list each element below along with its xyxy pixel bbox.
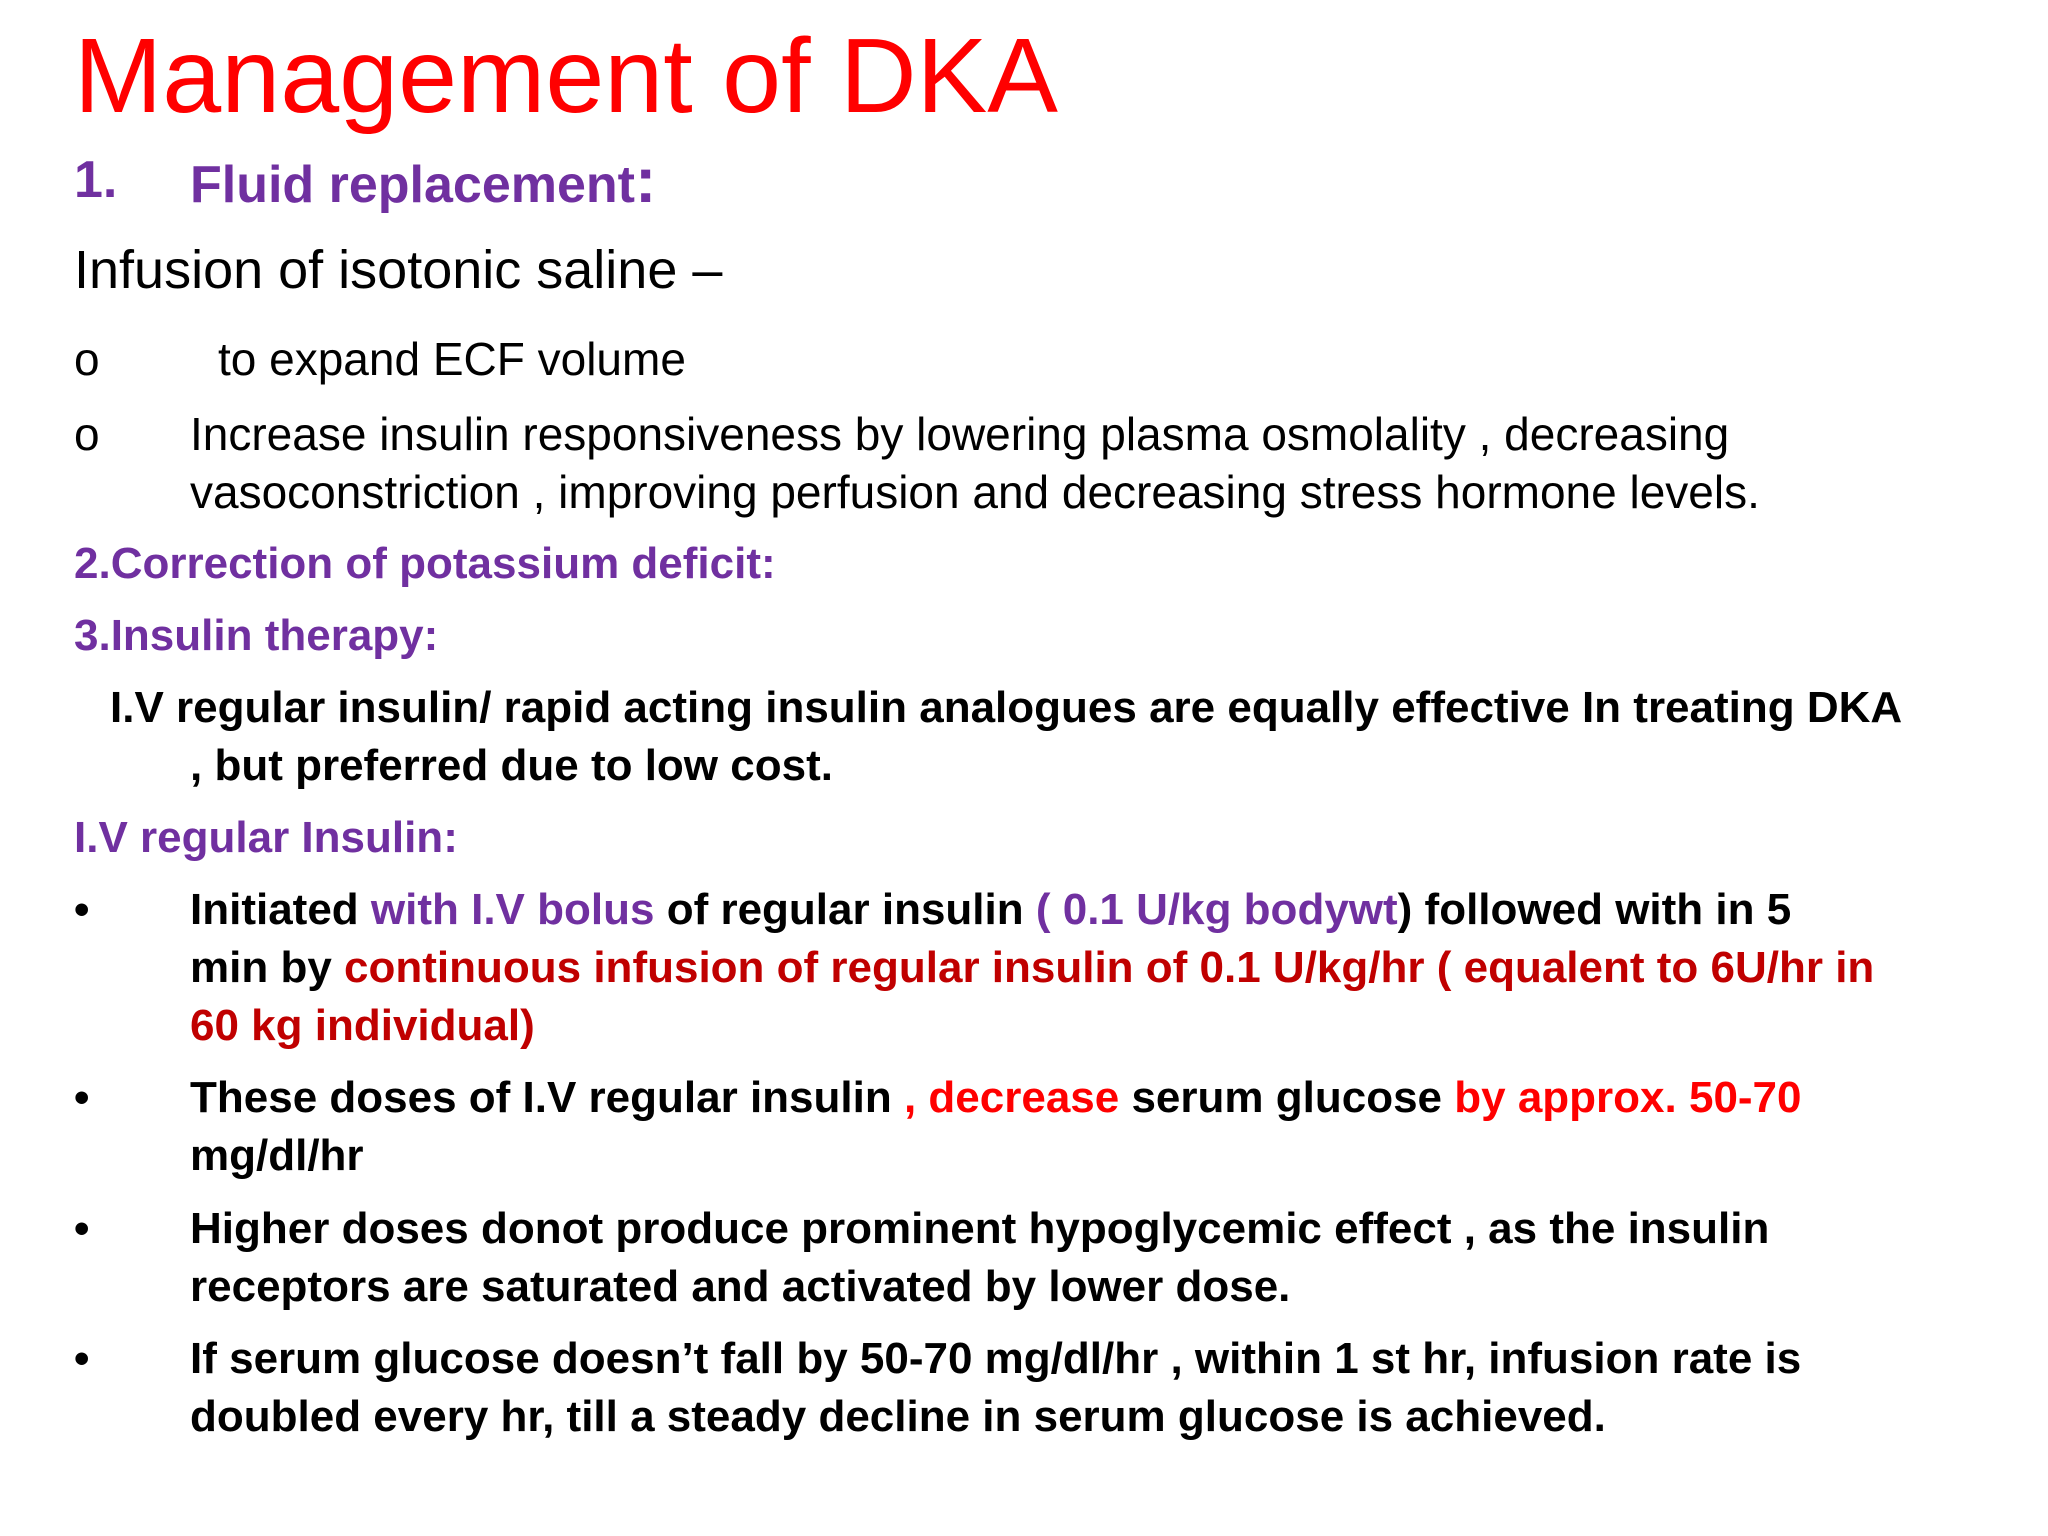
section-1-number: 1.	[74, 151, 118, 209]
text-run: ) followed with in 5	[1397, 885, 1792, 934]
regular-bullet-2-line-2: mg/dl/hr	[190, 1131, 364, 1180]
regular-bullet-1-line-3: 60 kg individual)	[190, 1001, 535, 1050]
section-1-heading	[190, 144, 657, 217]
bullet-marker: •	[74, 1204, 90, 1253]
section-1-bullet-2-line-1: Increase insulin responsiveness by lowering plasma osmolality , decreasing	[190, 408, 1730, 460]
text-run-red: , decrease	[903, 1073, 1120, 1122]
text-run: min by	[190, 943, 345, 992]
regular-bullet-2-line-1	[190, 1069, 1802, 1127]
bullet-marker: o	[74, 408, 100, 460]
bullet-marker: •	[74, 1334, 90, 1383]
regular-bullet-1-line-2	[190, 939, 1874, 997]
section-2-heading: 2.Correction of potassium deficit:	[74, 539, 776, 588]
text-run: of regular insulin	[654, 885, 1036, 934]
section-1-heading-text: Fluid replacement	[190, 156, 635, 214]
bullet-marker: •	[74, 885, 90, 934]
section-3-heading: 3.Insulin therapy:	[74, 611, 439, 660]
section-1-intro: Infusion of isotonic saline –	[74, 240, 723, 300]
section-3-line-1: I.V regular insulin/ rapid acting insulin analogues are equally effective In treating DKA	[110, 683, 1903, 732]
regular-bullet-3-line-1: Higher doses donot produce prominent hypoglycemic effect , as the insulin	[190, 1204, 1770, 1253]
slide-title: Management of DKA	[74, 17, 1058, 135]
bullet-marker: o	[74, 333, 100, 385]
regular-bullet-4-line-1: If serum glucose doesn’t fall by 50-70 mg/dl/hr , within 1 st hr, infusion rate is	[190, 1334, 1802, 1383]
regular-bullet-3-line-2: receptors are saturated and activated by lower dose.	[190, 1262, 1291, 1311]
section-1-bullet-1: to expand ECF volume	[218, 333, 686, 385]
text-run-purple: with I.V bolus	[370, 885, 655, 934]
section-3-line-2: , but preferred due to low cost.	[190, 741, 833, 790]
text-run: serum glucose	[1119, 1073, 1455, 1122]
text-run: Initiated	[190, 885, 371, 934]
section-1-bullet-2-line-2: vasoconstriction , improving perfusion and decreasing stress hormone levels.	[190, 466, 1760, 518]
text-run-red: continuous infusion of regular insulin of 0.1 U/kg/hr ( equalent to 6U/hr in	[344, 943, 1875, 992]
text-run-red: by approx. 50-70	[1454, 1073, 1802, 1122]
regular-bullet-1-line-1	[190, 881, 1791, 939]
bullet-marker: •	[74, 1073, 90, 1122]
section-1-colon: :	[635, 144, 657, 216]
text-run-purple: ( 0.1 U/kg bodywt	[1035, 885, 1398, 934]
regular-insulin-heading: I.V regular Insulin:	[74, 813, 458, 862]
regular-bullet-4-line-2: doubled every hr, till a steady decline in serum glucose is achieved.	[190, 1392, 1606, 1441]
text-run: These doses of I.V regular insulin	[190, 1073, 904, 1122]
